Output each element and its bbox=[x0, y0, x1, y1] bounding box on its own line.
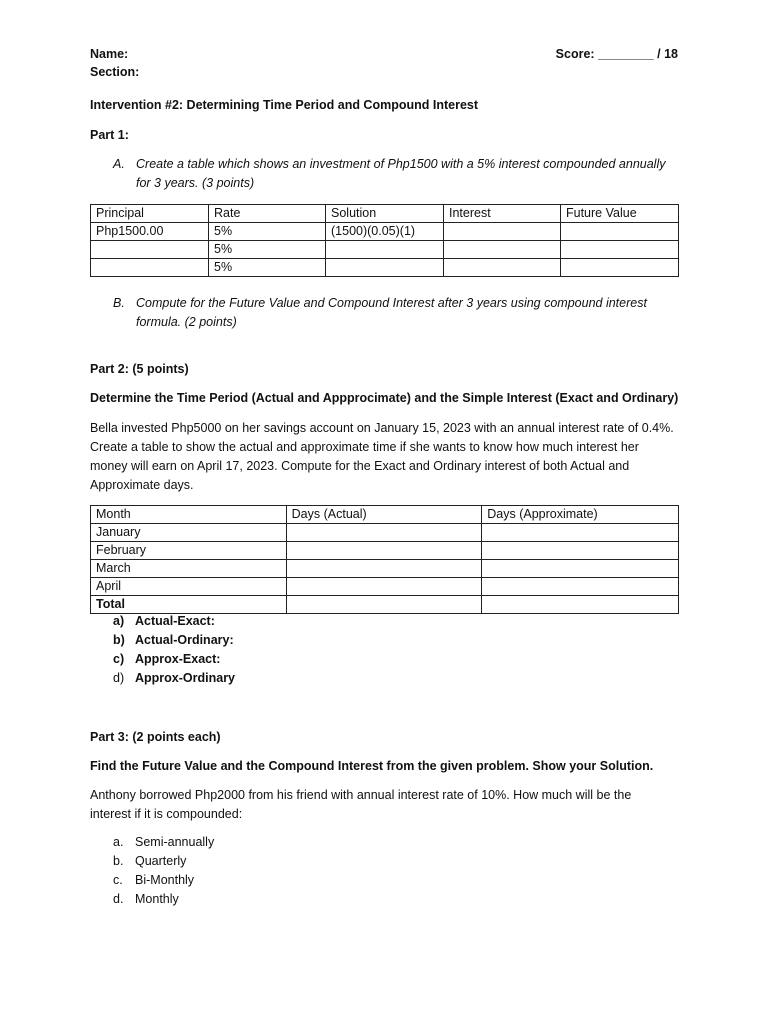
part1-a-marker: A. bbox=[113, 157, 125, 171]
list-item bbox=[113, 892, 179, 906]
part2-paragraph-line: money will earn on April 17, 2023. Compute for the Exact and Ordinary interest of both Actual and bbox=[90, 459, 630, 473]
table-header-cell: Month bbox=[91, 506, 287, 524]
table-total-row bbox=[91, 596, 679, 614]
table-cell bbox=[91, 259, 209, 277]
table-row bbox=[91, 259, 679, 277]
table-cell bbox=[286, 578, 482, 596]
table-cell: Php1500.00 bbox=[91, 223, 209, 241]
table-cell bbox=[326, 259, 444, 277]
list-text: Approx-Ordinary bbox=[135, 671, 236, 685]
table-cell: February bbox=[91, 542, 287, 560]
table-cell bbox=[444, 241, 561, 259]
list-marker: a. bbox=[113, 835, 124, 849]
table-cell: 5% bbox=[209, 241, 326, 259]
table-cell bbox=[444, 223, 561, 241]
table-cell bbox=[482, 596, 679, 614]
list-text: Semi-annually bbox=[135, 835, 215, 849]
list-item bbox=[113, 652, 220, 666]
table-cell bbox=[286, 542, 482, 560]
table-header-cell: Future Value bbox=[561, 205, 679, 223]
table-cell: January bbox=[91, 524, 287, 542]
table-row bbox=[91, 542, 679, 560]
part3-paragraph-line: Anthony borrowed Php2000 from his friend with annual interest rate of 10%. How much will be the bbox=[90, 788, 632, 802]
table-header-row bbox=[91, 506, 679, 524]
table-cell bbox=[286, 560, 482, 578]
table-header-cell: Solution bbox=[326, 205, 444, 223]
table-cell bbox=[561, 223, 679, 241]
table-cell bbox=[482, 560, 679, 578]
table-header-cell: Days (Actual) bbox=[286, 506, 482, 524]
list-item bbox=[113, 835, 214, 849]
table-cell bbox=[561, 241, 679, 259]
part2-paragraph-line: Create a table to show the actual and approximate time if she wants to know how much interest her bbox=[90, 440, 639, 454]
list-marker: c) bbox=[113, 652, 125, 666]
list-text: Quarterly bbox=[135, 854, 187, 868]
table-cell bbox=[91, 241, 209, 259]
table-header-cell: Rate bbox=[209, 205, 326, 223]
table-cell bbox=[326, 241, 444, 259]
list-item bbox=[113, 633, 234, 647]
list-marker: a) bbox=[113, 614, 125, 628]
list-marker: b. bbox=[113, 854, 124, 868]
section-label: Section: bbox=[90, 65, 140, 79]
list-item bbox=[113, 854, 186, 868]
part3-subheading: Find the Future Value and the Compound Interest from the given problem. Show your Solution. bbox=[90, 759, 654, 773]
list-item bbox=[113, 873, 194, 887]
part2-heading: Part 2: (5 points) bbox=[90, 362, 189, 376]
table-header-cell: Days (Approximate) bbox=[482, 506, 679, 524]
list-text: Actual-Ordinary: bbox=[135, 633, 234, 647]
list-marker: b) bbox=[113, 633, 125, 647]
table-header-cell: Principal bbox=[91, 205, 209, 223]
time-period-table bbox=[90, 505, 679, 614]
part1-b-line2: formula. (2 points) bbox=[136, 315, 237, 329]
list-marker: d. bbox=[113, 892, 124, 906]
table-row bbox=[91, 524, 679, 542]
table-cell: 5% bbox=[209, 223, 326, 241]
list-item bbox=[113, 614, 215, 628]
part3-paragraph-line: interest if it is compounded: bbox=[90, 807, 243, 821]
table-header-cell: Interest bbox=[444, 205, 561, 223]
table-cell: March bbox=[91, 560, 287, 578]
table-cell bbox=[444, 259, 561, 277]
table-cell bbox=[286, 596, 482, 614]
part1-a-line1: Create a table which shows an investment of Php1500 with a 5% interest compounded annually bbox=[136, 157, 666, 171]
table-cell bbox=[482, 578, 679, 596]
part1-a-line2: for 3 years. (3 points) bbox=[136, 176, 255, 190]
list-text: Monthly bbox=[135, 892, 179, 906]
list-text: Approx-Exact: bbox=[135, 652, 221, 666]
table-cell: April bbox=[91, 578, 287, 596]
part2-paragraph-line: Approximate days. bbox=[90, 478, 194, 492]
list-marker: c. bbox=[113, 873, 123, 887]
part2-subheading: Determine the Time Period (Actual and Appprocimate) and the Simple Interest (Exact and Ordinary) bbox=[90, 391, 679, 405]
part1-b-marker: B. bbox=[113, 296, 125, 310]
worksheet-title: Intervention #2: Determining Time Period and Compound Interest bbox=[90, 98, 479, 112]
table-total-label: Total bbox=[91, 596, 287, 614]
table-cell: (1500)(0.05)(1) bbox=[326, 223, 444, 241]
table-cell bbox=[482, 542, 679, 560]
investment-table bbox=[90, 204, 679, 277]
part3-heading: Part 3: (2 points each) bbox=[90, 730, 221, 744]
list-text: Bi-Monthly bbox=[135, 873, 195, 887]
part2-paragraph-line: Bella invested Php5000 on her savings account on January 15, 2023 with an annual interest rate of 0.4%. bbox=[90, 421, 674, 435]
name-label: Name: bbox=[90, 47, 129, 61]
table-row bbox=[91, 578, 679, 596]
table-cell bbox=[561, 259, 679, 277]
list-text: Actual-Exact: bbox=[135, 614, 215, 628]
part1-b-line1: Compute for the Future Value and Compound Interest after 3 years using compound interest bbox=[136, 296, 647, 310]
part1-heading: Part 1: bbox=[90, 128, 129, 142]
table-row bbox=[91, 560, 679, 578]
table-header-row bbox=[91, 205, 679, 223]
list-item bbox=[113, 671, 235, 685]
table-row bbox=[91, 223, 679, 241]
table-cell: 5% bbox=[209, 259, 326, 277]
table-row bbox=[91, 241, 679, 259]
score-label: Score: ________ / 18 bbox=[555, 47, 678, 61]
table-cell bbox=[286, 524, 482, 542]
list-marker: d) bbox=[113, 671, 125, 685]
table-cell bbox=[482, 524, 679, 542]
